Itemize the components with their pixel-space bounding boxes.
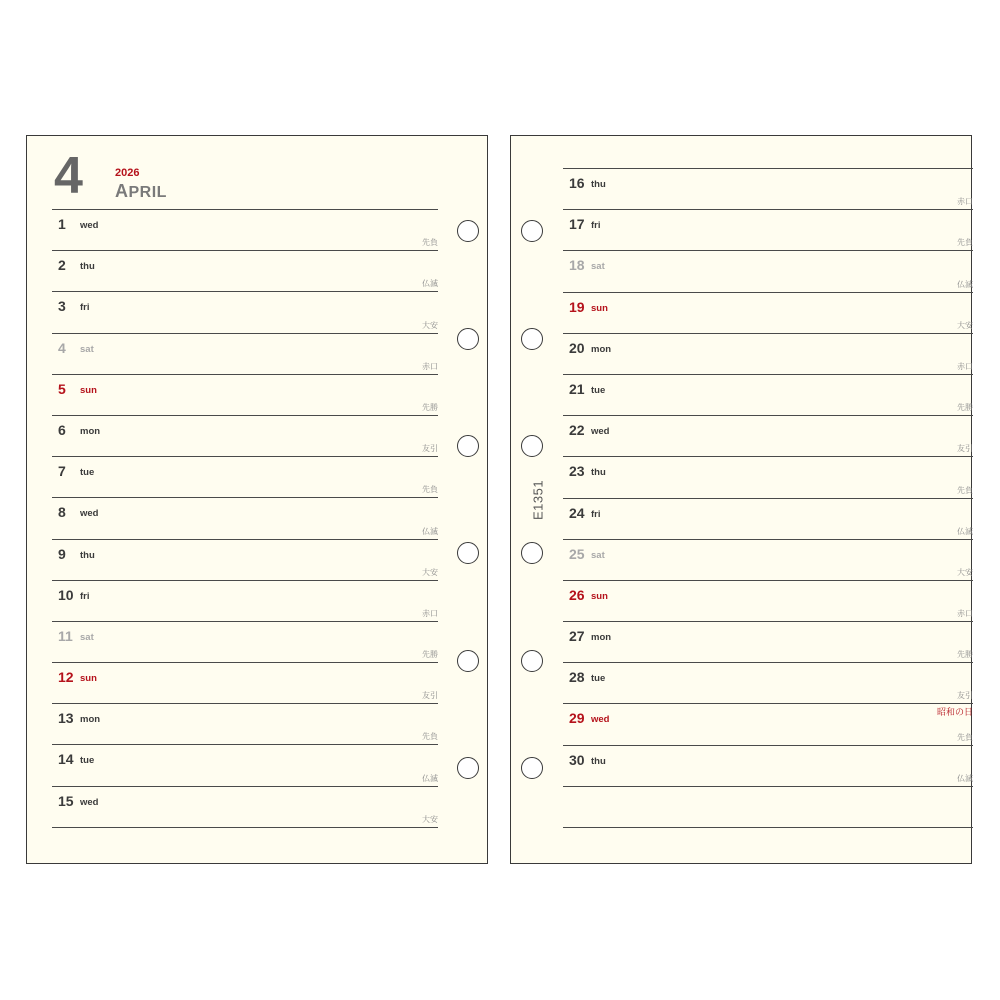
weekday-label: sun xyxy=(80,673,97,685)
day-row[interactable] xyxy=(563,334,973,375)
binder-hole xyxy=(521,757,543,779)
day-number: 11 xyxy=(58,627,73,644)
day-row[interactable] xyxy=(52,457,438,498)
weekday-label: tue xyxy=(80,755,95,767)
day-number: 2 xyxy=(58,257,66,274)
weekday-label: sun xyxy=(591,590,608,602)
day-row[interactable] xyxy=(563,746,973,787)
day-number: 1 xyxy=(58,216,66,232)
weekday-label: wed xyxy=(80,796,99,808)
left-page xyxy=(26,135,488,864)
day-number: 3 xyxy=(58,298,66,315)
weekday-label: fri xyxy=(80,302,90,314)
weekday-label: mon xyxy=(80,714,101,726)
weekday-label: sun xyxy=(591,302,608,314)
day-row[interactable] xyxy=(52,292,438,333)
day-row[interactable] xyxy=(563,622,973,663)
day-row[interactable] xyxy=(563,169,973,210)
weekday-label: sat xyxy=(80,343,94,355)
day-number: 4 xyxy=(58,339,66,356)
day-row[interactable] xyxy=(563,293,973,334)
day-number: 8 xyxy=(58,504,66,521)
weekday-label: thu xyxy=(591,179,606,190)
weekday-label: tue xyxy=(591,673,606,685)
day-row[interactable] xyxy=(563,251,973,292)
rokuyo-label: 先負 xyxy=(957,238,973,248)
weekday-label: wed xyxy=(80,220,99,231)
weekday-label: thu xyxy=(591,467,606,479)
day-row[interactable] xyxy=(563,704,973,745)
binder-hole xyxy=(521,328,543,350)
day-number: 29 xyxy=(569,710,585,727)
binder-hole xyxy=(457,435,479,457)
rokuyo-label: 先負 xyxy=(422,238,438,248)
rokuyo-label: 大安 xyxy=(422,320,438,330)
rokuyo-label: 大安 xyxy=(422,814,438,824)
rokuyo-label: 大安 xyxy=(957,320,973,330)
day-number: 13 xyxy=(58,710,74,727)
day-row[interactable] xyxy=(563,540,973,581)
day-row[interactable] xyxy=(52,416,438,457)
day-row[interactable] xyxy=(52,540,438,581)
rokuyo-label: 赤口 xyxy=(422,608,438,618)
weekday-label: thu xyxy=(80,549,95,561)
weekday-label: wed xyxy=(591,426,610,438)
month-name: APRIL xyxy=(115,181,167,201)
rokuyo-label: 大安 xyxy=(957,567,973,577)
day-row[interactable] xyxy=(563,457,973,498)
rokuyo-label: 友引 xyxy=(957,444,973,454)
rokuyo-label: 友引 xyxy=(957,691,973,701)
day-number: 21 xyxy=(569,380,585,397)
day-row[interactable] xyxy=(52,210,438,251)
rokuyo-label: 先負 xyxy=(957,485,973,495)
day-number: 25 xyxy=(569,545,585,562)
day-number: 23 xyxy=(569,463,585,480)
day-number: 28 xyxy=(569,669,585,686)
day-row[interactable] xyxy=(52,704,438,745)
rokuyo-label: 大安 xyxy=(422,567,438,577)
rokuyo-label: 仏滅 xyxy=(422,526,438,536)
rokuyo-label: 先負 xyxy=(422,732,438,742)
day-row[interactable] xyxy=(563,416,973,457)
day-number: 14 xyxy=(58,751,74,768)
month-number: 4 xyxy=(54,147,83,205)
weekday-label: wed xyxy=(80,508,99,520)
day-number: 27 xyxy=(569,628,585,645)
day-list-left xyxy=(52,209,438,828)
binder-hole xyxy=(457,650,479,672)
day-number: 12 xyxy=(58,669,74,686)
binder-hole xyxy=(521,542,543,564)
weekday-label: mon xyxy=(591,632,612,644)
day-number: 7 xyxy=(58,463,66,480)
day-number: 19 xyxy=(569,298,585,315)
day-number: 22 xyxy=(569,422,585,439)
day-row[interactable] xyxy=(52,251,438,292)
weekday-label: sat xyxy=(591,261,605,273)
binder-hole xyxy=(457,757,479,779)
weekday-label: sun xyxy=(80,384,97,396)
rokuyo-label: 仏滅 xyxy=(957,279,973,289)
day-number: 9 xyxy=(58,545,66,562)
day-row[interactable] xyxy=(52,745,438,786)
day-row[interactable] xyxy=(563,581,973,622)
binder-hole xyxy=(457,220,479,242)
weekday-label: fri xyxy=(80,590,90,602)
weekday-label: thu xyxy=(591,755,606,767)
day-number: 17 xyxy=(569,216,585,233)
day-list-right xyxy=(563,168,973,828)
day-row[interactable] xyxy=(563,663,973,704)
weekday-label: tue xyxy=(80,467,95,479)
year-label: 2026 xyxy=(115,167,140,179)
day-row[interactable] xyxy=(563,499,973,540)
weekday-label: fri xyxy=(591,220,601,232)
rokuyo-label: 先勝 xyxy=(422,650,438,660)
rokuyo-label: 赤口 xyxy=(422,361,438,371)
rokuyo-label: 赤口 xyxy=(957,609,973,619)
rokuyo-label: 赤口 xyxy=(957,361,973,371)
day-number: 24 xyxy=(569,504,585,521)
rokuyo-label: 先負 xyxy=(957,732,973,742)
weekday-label: wed xyxy=(591,714,610,726)
rokuyo-label: 仏滅 xyxy=(422,279,438,289)
rokuyo-label: 友引 xyxy=(422,444,438,454)
rokuyo-label: 赤口 xyxy=(957,197,973,207)
binder-hole xyxy=(521,435,543,457)
weekday-label: mon xyxy=(80,425,101,437)
rokuyo-label: 友引 xyxy=(422,691,438,701)
rokuyo-label: 先勝 xyxy=(957,403,973,413)
day-row[interactable] xyxy=(563,375,973,416)
weekday-label: thu xyxy=(80,261,95,273)
right-page xyxy=(510,135,972,864)
rokuyo-label: 仏滅 xyxy=(957,526,973,536)
rokuyo-label: 仏滅 xyxy=(957,773,973,783)
binder-hole xyxy=(521,650,543,672)
binder-hole xyxy=(457,328,479,350)
day-row[interactable] xyxy=(52,663,438,704)
day-number: 30 xyxy=(569,751,585,768)
day-row[interactable] xyxy=(52,622,438,663)
weekday-label: sat xyxy=(80,631,94,643)
day-number: 20 xyxy=(569,339,585,356)
day-number: 15 xyxy=(58,792,74,809)
binder-hole xyxy=(521,220,543,242)
day-number: 6 xyxy=(58,421,66,438)
weekday-label: mon xyxy=(591,343,612,355)
product-code: E1351 xyxy=(530,479,546,521)
day-row[interactable] xyxy=(52,334,438,375)
binder-hole xyxy=(457,542,479,564)
day-number: 26 xyxy=(569,586,585,603)
day-row[interactable] xyxy=(52,498,438,539)
day-number: 18 xyxy=(569,257,585,274)
day-row[interactable] xyxy=(52,581,438,622)
rokuyo-label: 先勝 xyxy=(957,650,973,660)
day-number: 10 xyxy=(58,586,74,603)
holiday-label: 昭和の日 xyxy=(936,707,973,718)
day-row[interactable] xyxy=(563,210,973,251)
rokuyo-label: 先勝 xyxy=(422,402,438,412)
weekday-label: sat xyxy=(591,549,605,561)
day-number: 16 xyxy=(569,175,585,191)
day-row[interactable] xyxy=(52,375,438,416)
blank-line[interactable] xyxy=(563,787,973,828)
weekday-label: tue xyxy=(591,384,606,396)
day-number: 5 xyxy=(58,380,66,397)
rokuyo-label: 先負 xyxy=(422,485,438,495)
rokuyo-label: 仏滅 xyxy=(422,773,438,783)
day-row[interactable] xyxy=(52,787,438,828)
weekday-label: fri xyxy=(591,508,601,520)
